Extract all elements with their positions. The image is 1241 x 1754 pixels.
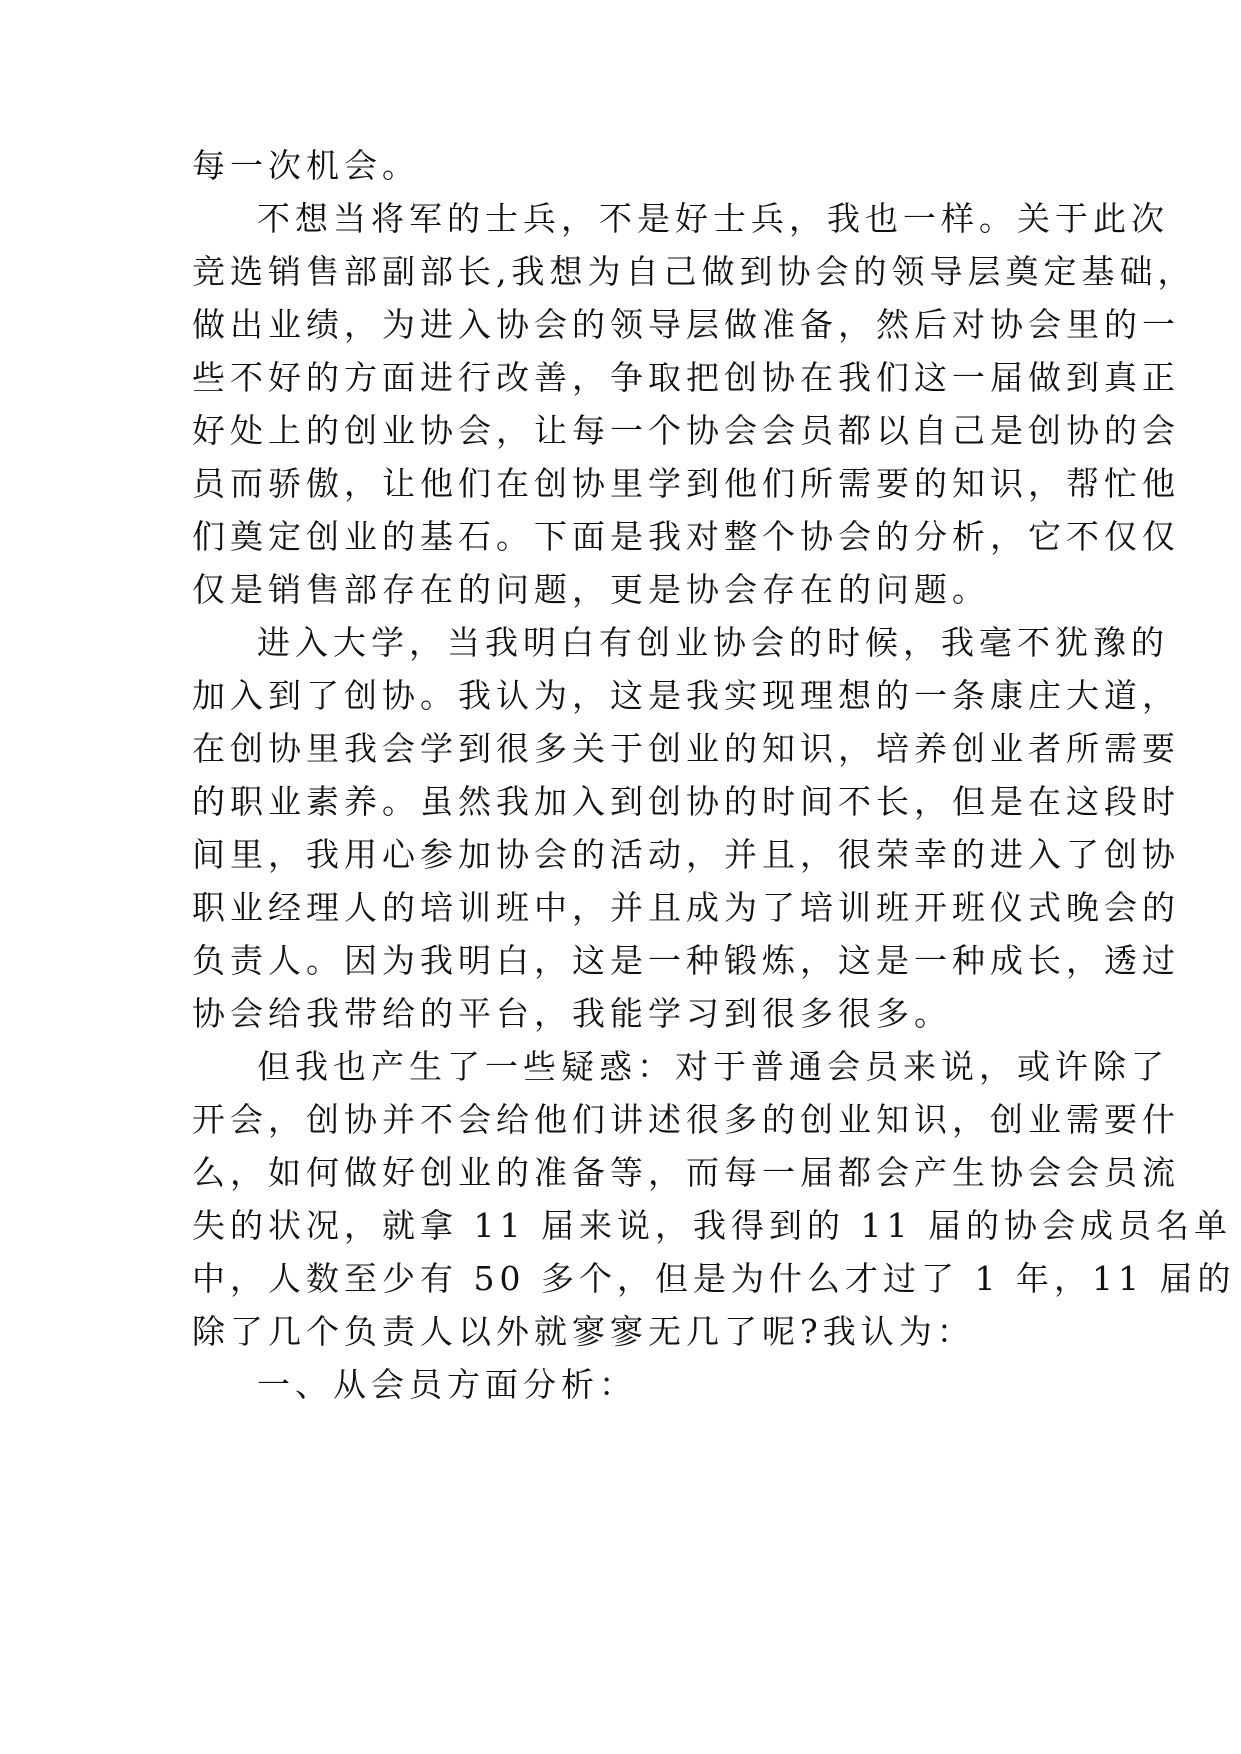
text-line: 员而骄傲，让他们在创协里学到他们所需要的知识，帮忙他 [192,464,1180,503]
text-line: 除了几个负责人以外就寥寥无几了呢?我认为： [192,1312,975,1351]
text-line: 们奠定创业的基石。下面是我对整个协会的分析，它不仅仅 [192,517,1180,556]
text-line: 好处上的创业协会，让每一个协会会员都以自己是创协的会 [192,411,1180,450]
text-line: 仅是销售部存在的问题，更是协会存在的问题。 [192,570,990,609]
text-line: 加入到了创协。我认为，这是我实现理想的一条康庄大道， [192,676,1180,715]
text-line: 在创协里我会学到很多关于创业的知识，培养创业者所需要 [192,729,1180,768]
paragraph-first-line: 但我也产生了一些疑惑：对于普通会员来说，或许除了 [257,1047,1169,1086]
paragraph-first-line: 不想当将军的士兵，不是好士兵，我也一样。关于此次 [257,199,1169,238]
text-line: 些不好的方面进行改善，争取把创协在我们这一届做到真正 [192,358,1180,397]
text-line: 职业经理人的培训班中，并且成为了培训班开班仪式晚会的 [192,888,1180,927]
text-line: 中，人数至少有 50 多个，但是为什么才过了 1 年，11 届的 [192,1259,1236,1298]
paragraph-first-line: 进入大学，当我明白有创业协会的时候，我毫不犹豫的 [257,623,1169,662]
text-line: 做出业绩，为进入协会的领导层做准备，然后对协会里的一 [192,305,1180,344]
section-heading: 一、从会员方面分析： [257,1365,637,1404]
text-line: 负责人。因为我明白，这是一种锻炼，这是一种成长，透过 [192,941,1180,980]
text-line: 的职业素养。虽然我加入到创协的时间不长，但是在这段时 [192,782,1180,821]
text-line: 么，如何做好创业的准备等，而每一届都会产生协会会员流 [192,1153,1180,1192]
text-line: 协会给我带给的平台，我能学习到很多很多。 [192,994,952,1033]
text-line: 失的状况，就拿 11 届来说，我得到的 11 届的协会成员名单 [192,1206,1232,1245]
text-line: 间里，我用心参加协会的活动，并且，很荣幸的进入了创协 [192,835,1180,874]
text-line: 开会，创协并不会给他们讲述很多的创业知识，创业需要什 [192,1100,1180,1139]
text-line: 每一次机会。 [192,146,420,185]
text-line: 竞选销售部副部长,我想为自己做到协会的领导层奠定基础， [192,252,1196,291]
